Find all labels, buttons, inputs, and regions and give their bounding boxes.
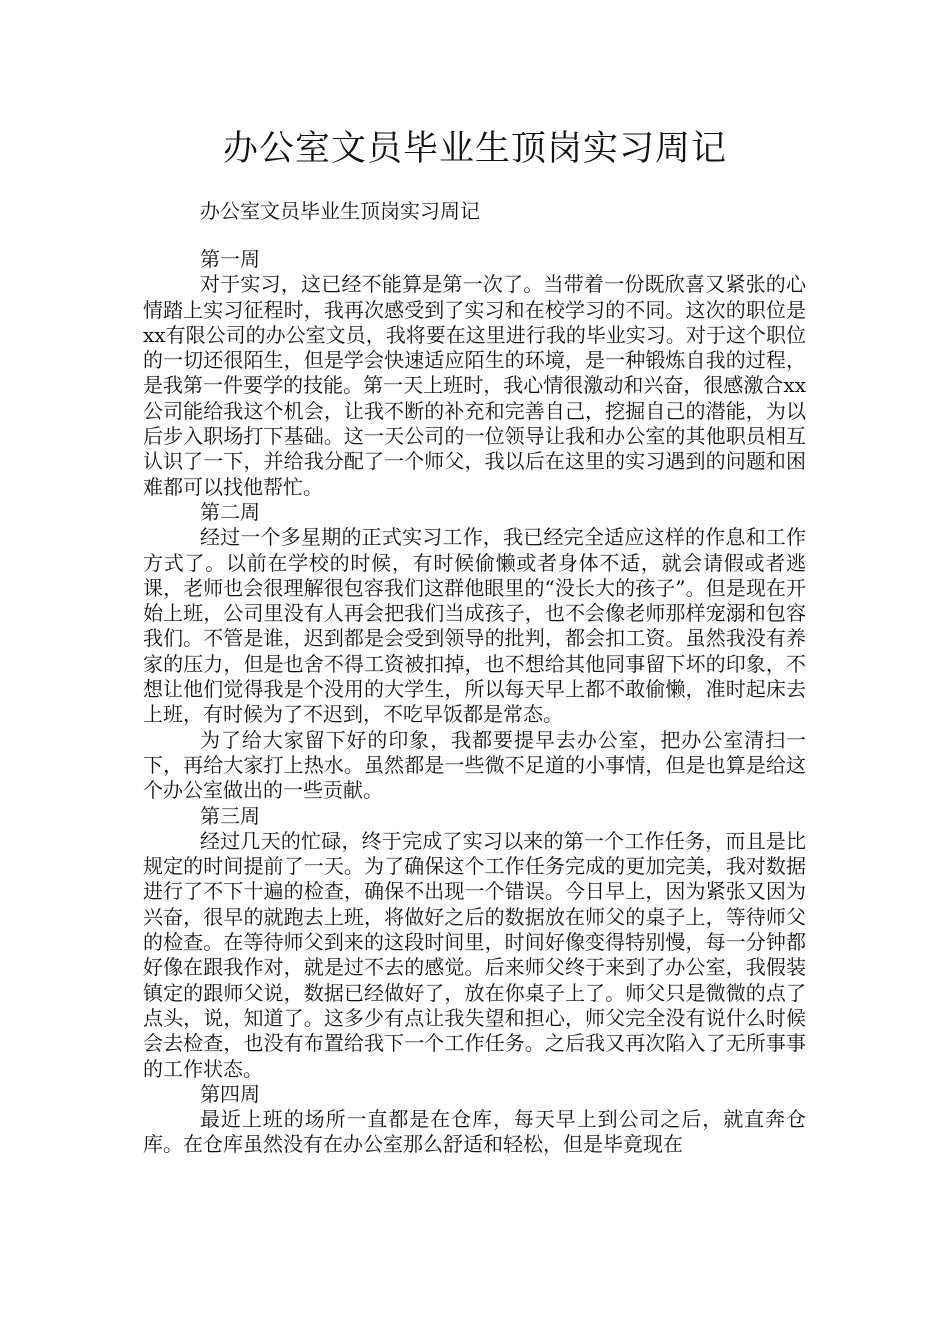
document-title: 办公室文员毕业生顶岗实习周记 bbox=[222, 129, 727, 169]
paragraph: 为了给大家留下好的印象，我都要提早去办公室，把办公室清扫一下，再给大家打上热水。虽然都是一些微不足道的小事情，但是也算是给这个办公室做出的一些贡献。 bbox=[143, 727, 806, 803]
paragraph: 经过几天的忙碌，终于完成了实习以来的第一个工作任务，而且是比规定的时间提前了一天。为了确保这个工作任务完成的更加完美，我对数据进行了不下十遍的检查，确保不出现一个错误。今日早上，因为紧张又因为兴奋，很早的就跑去上班，将做好之后的数据放在师父的桌子上，等待师父的检查。在等待师父到来的这段时间里，时间好像变得特别慢，每一分钟都好像在跟我作对，就是过不去的感觉。后来师父终于来到了办公室，我假装镇定的跟师父说，数据已经做好了，放在你桌子上了。师父只是微微的点了点头，说，知道了。这多少有点让我失望和担心，师父完全没有说什么时候会去检查，也没有布置给我下一个工作任务。之后我又再次陷入了无所事事的工作状态。 bbox=[143, 828, 806, 1081]
document-body bbox=[143, 247, 806, 1158]
section-heading-week-4: 第四周 bbox=[200, 1081, 260, 1106]
document-subtitle: 办公室文员毕业生顶岗实习周记 bbox=[200, 199, 480, 223]
section-heading-week-1: 第一周 bbox=[200, 247, 260, 271]
paragraph: 对于实习，这已经不能算是第一次了。当带着一份既欣喜又紧张的心情踏上实习征程时，我再次感受到了实习和在校学习的不同。这次的职位是xx有限公司的办公室文员，我将要在这里进行我的毕业实习。对于这个职位的一切还很陌生，但是学会快速适应陌生的环境，是一种锻炼自我的过程，是我第一件要学的技能。第一天上班时，我心情很激动和兴奋，很感激合xx公司能给我这个机会，让我不断的补充和完善自己，挖掘自己的潜能，为以后步入职场打下基础。这一天公司的一位领导让我和办公室的其他职员相互认识了一下，并给我分配了一个师父，我以后在这里的实习遇到的问题和困难都可以找他帮忙。 bbox=[143, 272, 806, 499]
paragraph: 经过一个多星期的正式实习工作，我已经完全适应这样的作息和工作方式了。以前在学校的时候，有时候偷懒或者身体不适，就会请假或者逃课，老师也会很理解很包容我们这群他眼里的“没长大的孩子”。但是现在开始上班，公司里没有人再会把我们当成孩子，也不会像老师那样宠溺和包容我们。不管是谁，迟到都是会受到领导的批判，都会扣工资。虽然我没有养家的压力，但是也舍不得工资被扣掉，也不想给其他同事留下坏的印象，不想让他们觉得我是个没用的大学生，所以每天早上都不敢偷懒，准时起床去上班，有时候为了不迟到，不吃早饭都是常态。 bbox=[143, 525, 806, 727]
section-heading-week-2: 第二周 bbox=[200, 499, 260, 524]
section-heading-week-3: 第三周 bbox=[200, 803, 260, 828]
paragraph: 最近上班的场所一直都是在仓库，每天早上到公司之后，就直奔仓库。在仓库虽然没有在办公室那么舒适和轻松，但是毕竟现在 bbox=[143, 1107, 806, 1157]
